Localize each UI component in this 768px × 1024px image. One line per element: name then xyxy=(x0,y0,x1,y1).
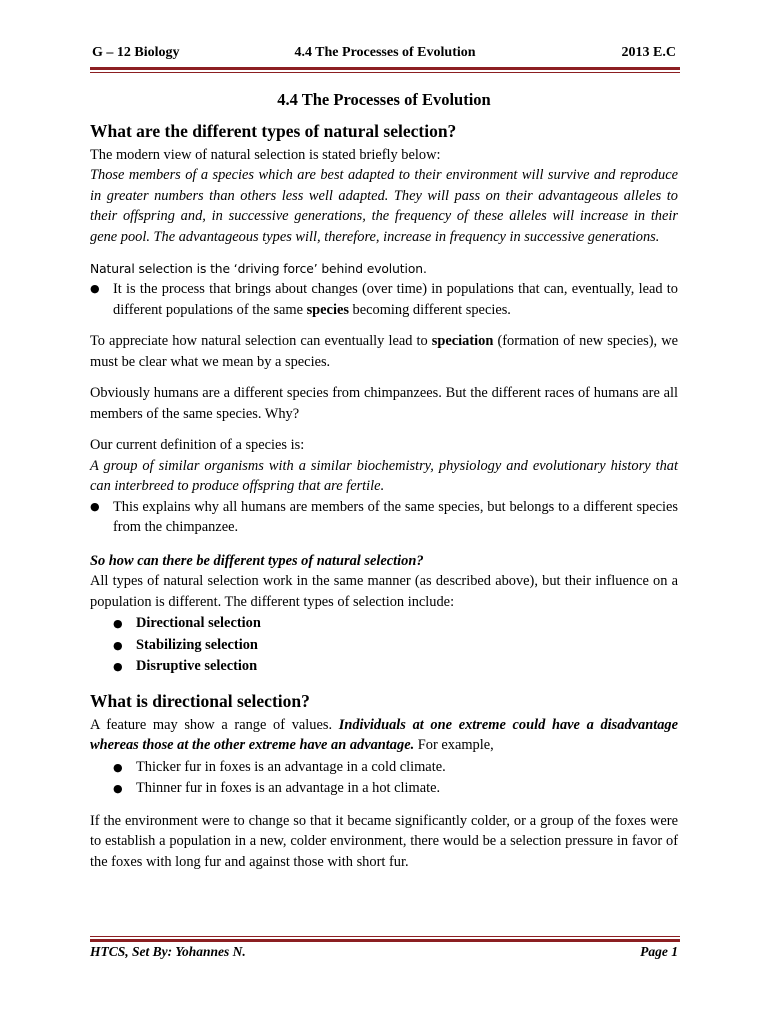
environment-paragraph: If the environment were to change so that it became significantly colder, or a group of the foxes were to establish a population in a new, colder environment, there would be a selection pressure in favor of the foxes with long fur and against those with short fur. xyxy=(90,812,678,870)
para-text-end: For example, xyxy=(414,737,494,754)
bullet-bold-term: species xyxy=(306,301,349,318)
para-text: To appreciate how natural selection can eventually lead to xyxy=(90,333,432,350)
para-text-end: (formation of new species), we must be clear what we mean by a species. xyxy=(90,333,678,370)
bullet-text: This explains why all humans are members of the same species, but belongs to a different species from the chimpanzee. xyxy=(113,498,678,536)
para-bold-term: speciation xyxy=(431,333,494,350)
selection-types-list xyxy=(90,613,678,678)
para-emphasis: Individuals at one extreme could have a disadvantage whereas those at the other extreme have an advantage. xyxy=(90,716,678,754)
selection-type-label: Directional selection xyxy=(136,615,261,632)
bullet-text: It is the process that brings about changes (over time) in populations that can, eventually, lead to different populations of the same xyxy=(113,281,678,318)
driving-force-note: Natural selection is the ‘driving force’ behind evolution. xyxy=(90,262,427,277)
selection-type-label: Disruptive selection xyxy=(136,658,258,675)
intro-text: The modern view of natural selection is stated briefly below: xyxy=(90,146,441,163)
bullet-dot-icon: ● xyxy=(90,499,100,513)
bullet-dot-icon: ● xyxy=(113,638,123,652)
page-footer xyxy=(90,944,680,964)
header-course: G – 12 Biology xyxy=(92,45,180,60)
fox-examples-list xyxy=(90,757,678,800)
page-title: 4.4 The Processes of Evolution xyxy=(277,90,491,109)
bullet-dot-icon: ● xyxy=(113,617,123,631)
selection-type-label: Stabilizing selection xyxy=(136,636,258,653)
subheading-types: So how can there be different types of natural selection? xyxy=(90,552,424,569)
page-header xyxy=(90,45,680,65)
footer-rule-thick xyxy=(90,939,680,942)
species-definition-quote: A group of similar organisms with a similar biochemistry, physiology and evolutionary history that can interbreed to produce offspring that are fertile. xyxy=(90,457,678,495)
bullet-dot-icon: ● xyxy=(113,782,123,796)
bullet-list-humans xyxy=(90,497,678,538)
footer-author: HTCS, Set By: Yohannes N. xyxy=(90,944,246,959)
header-topic: 4.4 The Processes of Evolution xyxy=(294,45,476,60)
bullet-list-process xyxy=(90,279,678,320)
humans-paragraph: Obviously humans are a different species from chimpanzees. But the different races of humans are all members of the same species. Why? xyxy=(90,385,678,422)
bullet-dot-icon: ● xyxy=(113,660,123,674)
example-text: Thicker fur in foxes is an advantage in a cold climate. xyxy=(136,758,446,775)
bullet-dot-icon: ● xyxy=(90,282,100,296)
bullet-text-end: becoming different species. xyxy=(348,301,511,318)
bullet-dot-icon: ● xyxy=(113,760,123,774)
natural-selection-quote: Those members of a species which are best adapted to their environment will survive and reproduce in greater numbers than others less well adapted. They will pass on their advantageous alleles to their offspring and, in successive generations, the frequency of these alleles will increase in their gene pool. The advantageous types will, therefore, increase in frequency in successive generations. xyxy=(90,167,678,245)
types-paragraph: All types of natural selection work in the same manner (as described above), but their influence on a population is different. The different types of selection include: xyxy=(90,573,678,610)
definition-intro: Our current definition of a species is: xyxy=(90,437,305,454)
list-item xyxy=(90,497,678,538)
list-item xyxy=(90,635,678,657)
header-rule-thick xyxy=(90,67,680,70)
list-item xyxy=(90,778,678,800)
directional-paragraph xyxy=(90,715,678,756)
example-text: Thinner fur in foxes is an advantage in a hot climate. xyxy=(136,780,441,797)
page-number: Page 1 xyxy=(640,944,678,959)
page-content xyxy=(90,90,678,872)
speciation-paragraph xyxy=(90,331,678,372)
list-item xyxy=(90,757,678,779)
para-text: A feature may show a range of values. xyxy=(90,716,339,733)
list-item xyxy=(90,656,678,678)
list-item xyxy=(90,279,678,320)
section-heading-directional: What is directional selection? xyxy=(90,690,310,711)
header-year: 2013 E.C xyxy=(621,45,676,60)
header-rule-thin xyxy=(90,72,680,73)
list-item xyxy=(90,613,678,635)
section-heading-natural-selection-types: What are the different types of natural selection? xyxy=(90,120,457,141)
footer-rule-thin xyxy=(90,936,680,937)
